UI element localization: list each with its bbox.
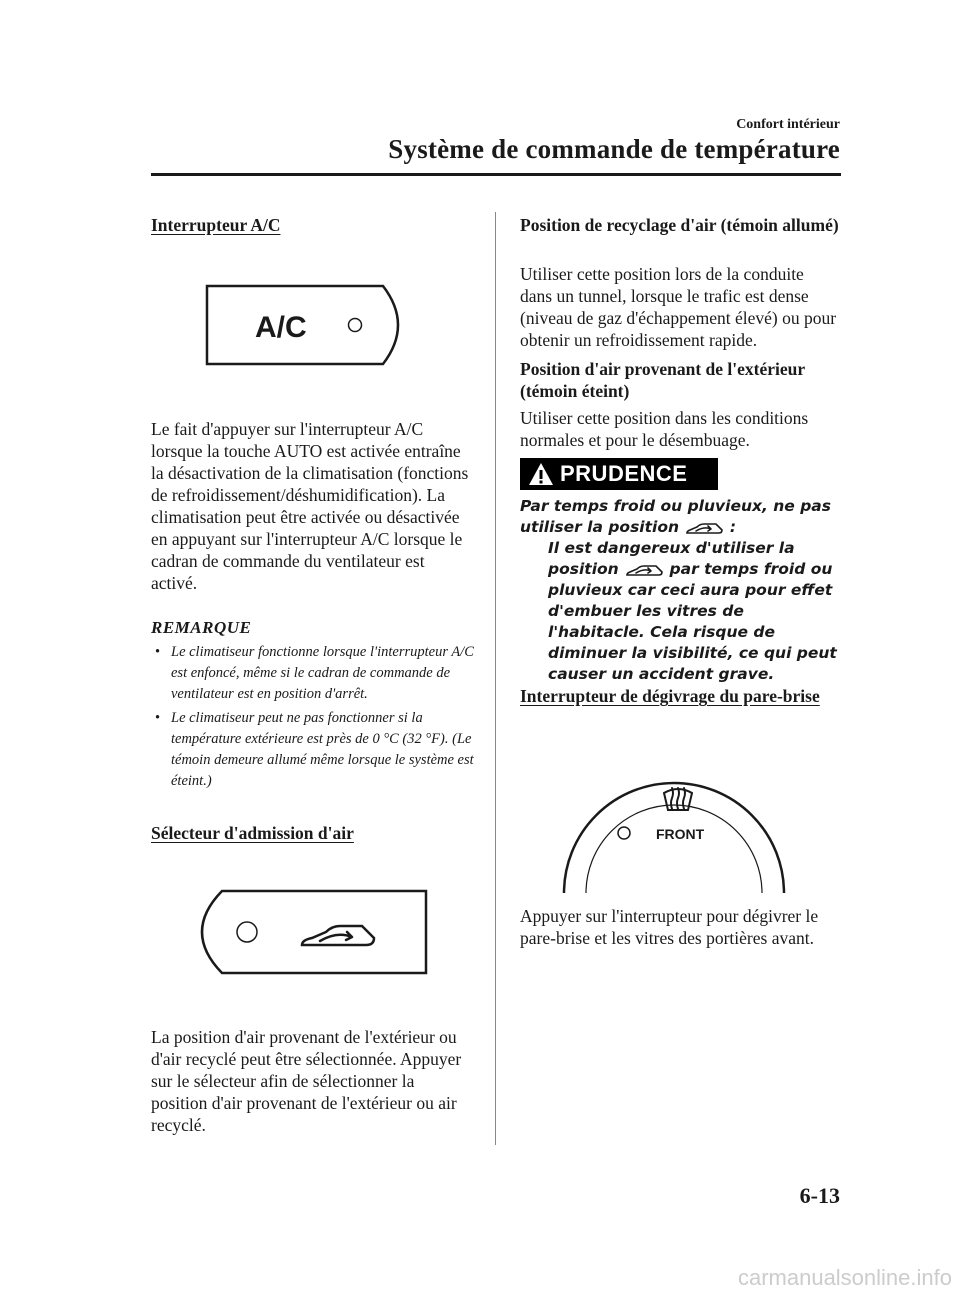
ac-switch-heading: Interrupteur A/C	[151, 215, 281, 235]
defrost-indicator-icon	[618, 827, 630, 839]
caution-body-text: Il est dangereux d'utiliser la position	[548, 539, 795, 578]
caution-body	[520, 538, 845, 685]
defroster-illustration	[560, 755, 788, 895]
list-item	[151, 708, 476, 792]
page-title: Système de commande de température	[388, 134, 840, 164]
outside-air-paragraph: Utiliser cette position dans les conditions normales et pour le désembuage.	[520, 408, 809, 450]
watermark: carmanualsonline.info	[737, 1265, 952, 1290]
list-item	[151, 642, 476, 705]
air-intake-heading: Sélecteur d'admission d'air	[151, 823, 354, 843]
air-intake-illustration	[192, 889, 428, 975]
note-text: Le climatiseur fonctionne lorsque l'interrupteur A/C est enfoncé, même si le cadran de commande de ventilateur est en position d'arrêt.	[171, 644, 474, 702]
ac-indicator-icon	[349, 319, 362, 332]
recirculation-paragraph: Utiliser cette position lors de la conduite dans un tunnel, lorsque le trafic est dense (niveau de gaz d'échappement élevé) ou pour obtenir un refroidissement rapide.	[520, 264, 837, 350]
recirculation-icon	[302, 926, 374, 945]
recirculation-icon	[624, 562, 664, 578]
intake-indicator-icon	[237, 922, 257, 942]
bullet-icon: •	[155, 710, 161, 726]
defrost-button-label: FRONT	[656, 826, 705, 842]
caution-line	[520, 517, 845, 538]
page-number: 6-13	[799, 1183, 840, 1208]
caution-text	[520, 496, 845, 685]
recirculation-heading: Position de recyclage d'air (témoin allumé)	[520, 215, 839, 235]
bullet-icon: •	[155, 644, 161, 660]
ac-paragraph: Le fait d'appuyer sur l'interrupteur A/C lorsque la touche AUTO est activée entraîne la désactivation de la climatisation (fonctions de refroidissement/déshumidification). La climatisation peut être activée ou désactivée en appuyant sur l'interrupteur A/C lorsque le cadran de commande du ventilateur est activé.	[151, 419, 469, 593]
caution-line-text: :	[729, 518, 737, 536]
header-rule	[151, 173, 841, 176]
caution-line: Par temps froid ou pluvieux, ne pas	[520, 497, 831, 515]
column-divider	[495, 212, 496, 1145]
air-intake-paragraph: La position d'air provenant de l'extérieur ou d'air recyclé peut être sélectionnée. Appuyer sur le sélecteur afin de sélectionner la position d'air provenant de l'extérieur ou air recyclé.	[151, 1027, 462, 1135]
warning-icon	[528, 461, 554, 487]
ac-switch-illustration	[205, 284, 415, 366]
windshield-defrost-icon	[664, 788, 692, 810]
section-label: Confort intérieur	[736, 117, 840, 132]
caution-label: PRUDENCE	[560, 461, 688, 486]
ac-button-label: A/C	[255, 311, 307, 344]
defroster-paragraph: Appuyer sur l'interrupteur pour dégivrer le pare-brise et les vitres des portières avant.	[520, 906, 819, 948]
note-list	[151, 642, 476, 795]
recirculation-icon	[684, 520, 724, 536]
caution-body-text: par temps froid ou pluvieux car ceci aura pour effet d'embuer les vitres de l'habitacle. Cela risque de diminuer la visibilité, ce qui peut causer un accident grave.	[548, 560, 837, 683]
caution-line-text: utiliser la position	[520, 518, 680, 536]
caution-badge	[520, 458, 718, 490]
outside-air-heading: Position d'air provenant de l'extérieur (témoin éteint)	[520, 359, 805, 401]
note-title: REMARQUE	[151, 618, 252, 637]
note-text: Le climatiseur peut ne pas fonctionner si la température extérieure est près de 0 °C (32 °F). (Le témoin demeure allumé même lorsque le système est éteint.)	[171, 710, 474, 789]
defroster-heading: Interrupteur de dégivrage du pare-brise	[520, 686, 820, 706]
